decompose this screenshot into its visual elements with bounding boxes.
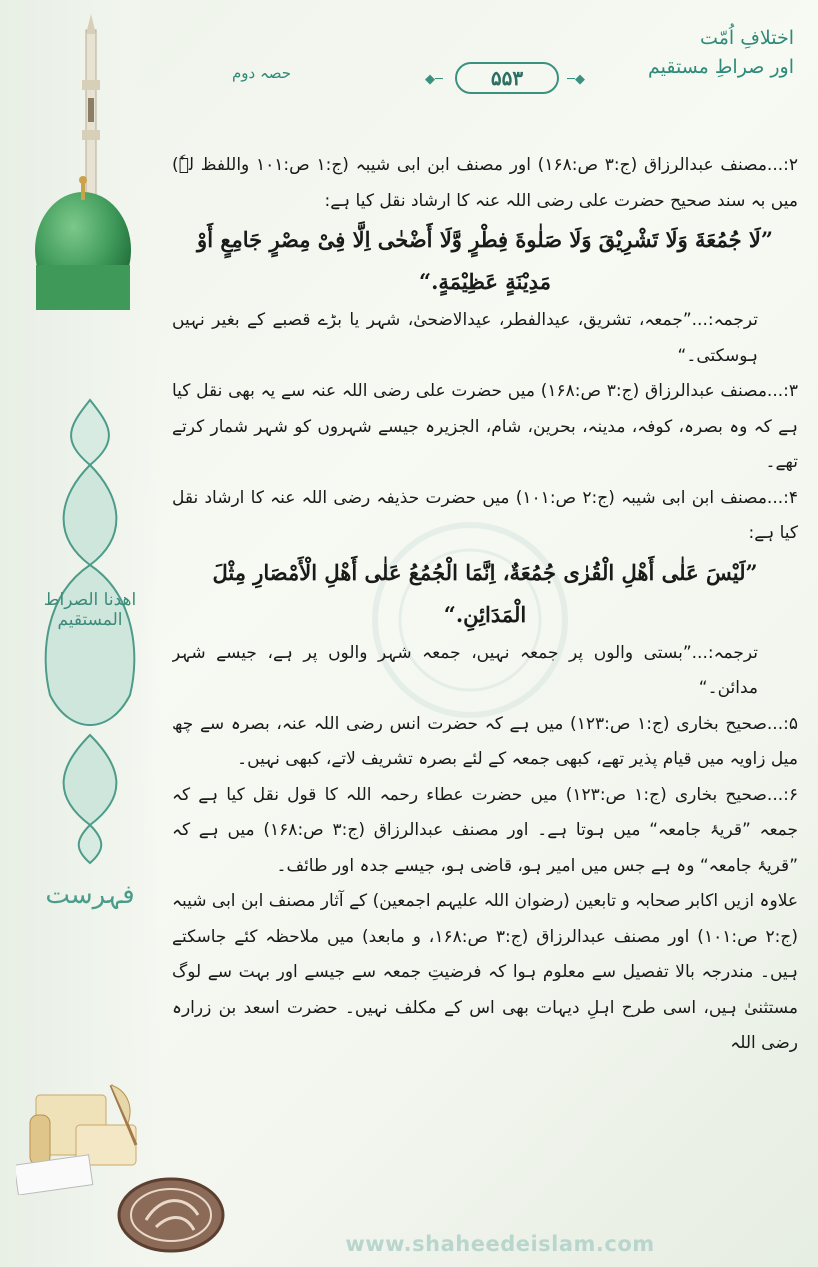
translation-2: ترجمہ:...”بستی والوں پر جمعہ نہیں، جمعہ شہر والوں پر ہے، جیسے شہر مدائن۔“	[172, 642, 758, 698]
website-link[interactable]: www.shaheedeislam.com	[345, 1232, 655, 1256]
page-number-badge	[425, 58, 585, 96]
book-title	[644, 24, 794, 81]
paragraph-2: ۲:...مصنف عبدالرزاق (ج:۳ ص:۱۶۸) اور مصنف ابن ابی شیبہ (ج:۱ ص:۱۰۱ واللفظ لہٗ) میں بہ سند صحیح حضرت علی رضی اللہ عنہ کا ارشاد نقل کیا ہے:	[172, 155, 798, 211]
decorative-sidebar	[0, 0, 160, 1267]
page-body	[172, 148, 798, 1223]
paragraph-5: ۵:...صحیح بخاری (ج:۱ ص:۱۲۳) میں ہے کہ حضرت انس رضی اللہ عنہ، بصرہ سے چھ میل زاویہ میں قیام پذیر تھے، کبھی جمعہ کے لئے بصرہ تشریف لاتے، کبھی نہیں۔	[172, 713, 798, 769]
part-label: حصہ دوم	[232, 64, 292, 82]
emblem-calligraphy: اھدنا الصراط المستقیم	[43, 590, 137, 631]
paragraph-7: علاوہ ازیں اکابر صحابہ و تابعین (رضوان اللہ علیہم اجمعین) کے آثار مصنف ابن ابی شیبہ (ج:۲ ص:۱۰۱) اور مصنف عبدالرزاق (ج:۳ ص:۱۶۸، و مابعد) میں ملاحظہ کئے جاسکتے ہیں۔ مندرجہ بالا تفصیل سے معلوم ہوا کہ فرضیتِ جمعہ سے جیسے اور بہت سے لوگ مستثنیٰ ہیں، اسی طرح اہلِ دیہات بھی اس کے مکلف نہیں۔ حضرت اسعد بن زرارہ رضی اللہ	[172, 891, 798, 1053]
index-link[interactable]: فہرست	[45, 880, 135, 910]
ornament-right-icon: ─◆	[567, 72, 585, 87]
ornament-left-icon: ◆─	[425, 72, 443, 87]
page-number: ۵۵۳	[455, 62, 559, 94]
paragraph-3: ۳:...مصنف عبدالرزاق (ج:۳ ص:۱۶۸) میں حضرت علی رضی اللہ عنہ سے یہ بھی نقل کیا ہے کہ وہ بصرہ، کوفہ، مدینہ، بحرین، شام، الجزیرہ جیسے شہروں کو شہر شمار کرتے تھے۔	[172, 381, 798, 472]
green-dome-icon	[28, 10, 138, 310]
arabic-quote-2: ”لَيْسَ عَلٰی أَهْلِ الْقُرٰی جُمُعَةٌ، اِنَّمَا الْجُمُعُ عَلٰی أَهْلِ الْأَمْصَارِ مِثْلَ الْمَدَائِنِ.“	[212, 559, 758, 627]
translation-1: ترجمہ:...”جمعہ، تشریق، عیدالفطر، عیدالاضحیٰ، شہر یا بڑے قصبے کے بغیر نہیں ہوسکتی۔“	[172, 310, 758, 366]
book-title-line1: اختلافِ اُمّت	[700, 27, 794, 49]
paragraph-6: ۶:...صحیح بخاری (ج:۱ ص:۱۲۳) میں حضرت عطاء رحمہ اللہ کا قول نقل کیا ہے کہ جمعہ ”قریۂ جامعہ“ میں ہوتا ہے۔ اور مصنف عبدالرزاق (ج:۳ ص:۱۶۸) میں ہے کہ ”قریۂ جامعہ“ وہ ہے جس میں امیر ہو، قاضی ہو، جیسے جدہ اور طائف۔	[172, 784, 798, 876]
book-title-line2: اور صراطِ مستقیم	[647, 55, 794, 78]
paragraph-4: ۴:...مصنف ابن ابی شیبہ (ج:۲ ص:۱۰۱) میں حضرت حذیفہ رضی اللہ عنہ کا ارشاد نقل کیا ہے:	[172, 487, 798, 543]
arabic-quote-1: ”لَا جُمُعَةَ وَلَا تَشْرِيْقَ وَلَا صَلٰوةَ فِطْرٍ وَّلَا أَضْحٰی اِلَّا فِیْ مِصْرٍ جَامِعٍ أَوْ مَدِيْنَةٍ عَظِيْمَةٍ.“	[197, 227, 773, 294]
